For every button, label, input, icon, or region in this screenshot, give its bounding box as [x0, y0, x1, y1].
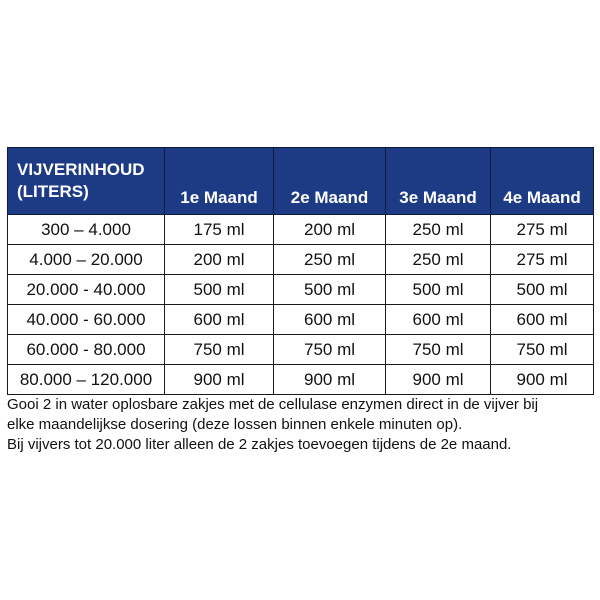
table-body: [8, 215, 594, 395]
volume-cell: 300 – 4.000: [8, 215, 165, 245]
table-row: [8, 275, 594, 305]
dose-cell: 250 ml: [386, 215, 491, 245]
table-row: [8, 335, 594, 365]
table-row: [8, 245, 594, 275]
dose-cell: 500 ml: [274, 275, 386, 305]
table-row: [8, 365, 594, 395]
dose-cell: 500 ml: [386, 275, 491, 305]
dose-cell: 750 ml: [165, 335, 274, 365]
volume-cell: 20.000 - 40.000: [8, 275, 165, 305]
volume-cell: 4.000 – 20.000: [8, 245, 165, 275]
dosage-table: [7, 147, 594, 395]
header-row: [8, 148, 594, 215]
volume-cell: 40.000 - 60.000: [8, 305, 165, 335]
dose-cell: 900 ml: [386, 365, 491, 395]
dose-cell: 600 ml: [386, 305, 491, 335]
dose-cell: 275 ml: [491, 245, 594, 275]
table-row: [8, 305, 594, 335]
header-pond-volume-line1: VIJVERINHOUD: [17, 160, 145, 179]
note-line-1: Gooi 2 in water oplosbare zakjes met de cellulase enzymen direct in de vijver bij: [7, 396, 539, 413]
table-header: [8, 148, 594, 215]
dose-cell: 900 ml: [274, 365, 386, 395]
volume-cell: 60.000 - 80.000: [8, 335, 165, 365]
header-pond-volume: [8, 148, 165, 215]
dose-cell: 750 ml: [386, 335, 491, 365]
header-month-2: 2e Maand: [274, 148, 386, 215]
dose-cell: 900 ml: [491, 365, 594, 395]
usage-notes: [7, 395, 593, 455]
dose-cell: 500 ml: [165, 275, 274, 305]
header-month-3: 3e Maand: [386, 148, 491, 215]
note-line-2: elke maandelijkse dosering (deze lossen binnen enkele minuten op).: [7, 416, 463, 433]
header-month-4: 4e Maand: [491, 148, 594, 215]
dose-cell: 200 ml: [274, 215, 386, 245]
dose-cell: 600 ml: [491, 305, 594, 335]
header-month-1: 1e Maand: [165, 148, 274, 215]
table-row: [8, 215, 594, 245]
dose-cell: 600 ml: [274, 305, 386, 335]
header-pond-volume-line2: (LITERS): [17, 182, 89, 201]
dose-cell: 250 ml: [274, 245, 386, 275]
dose-cell: 500 ml: [491, 275, 594, 305]
volume-cell: 80.000 – 120.000: [8, 365, 165, 395]
dose-cell: 200 ml: [165, 245, 274, 275]
note-line-3: Bij vijvers tot 20.000 liter alleen de 2 zakjes toevoegen tijdens de 2e maand.: [7, 436, 512, 453]
dose-cell: 750 ml: [491, 335, 594, 365]
dose-cell: 600 ml: [165, 305, 274, 335]
dose-cell: 750 ml: [274, 335, 386, 365]
dose-cell: 275 ml: [491, 215, 594, 245]
dose-cell: 900 ml: [165, 365, 274, 395]
dose-cell: 175 ml: [165, 215, 274, 245]
dose-cell: 250 ml: [386, 245, 491, 275]
